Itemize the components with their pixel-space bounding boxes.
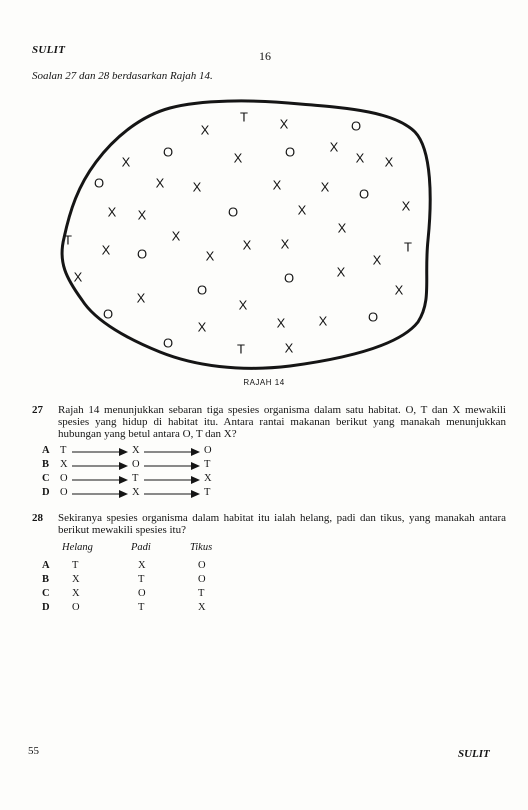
option-label: C [42,473,50,484]
option-label: B [42,459,50,470]
option-label: D [42,602,50,613]
organism-x: X [192,179,202,195]
organism-x: X [276,315,286,331]
organism-o: O [196,282,208,298]
organism-o: O [350,118,362,134]
header-sulit: SULIT [32,44,66,56]
q28-number: 28 [32,512,43,524]
footer-page-number: 55 [28,745,39,757]
organism-t: T [237,341,245,357]
organism-x: X [280,236,290,252]
chain-item: X [204,473,212,484]
organism-o: O [93,175,105,191]
cell-tikus: T [198,588,205,599]
cell-padi: T [138,574,145,585]
cell-helang: X [72,588,80,599]
arrow-icon [144,448,200,456]
cell-helang: O [72,602,80,613]
organism-x: X [297,202,307,218]
arrow-icon [72,448,128,456]
option-label: A [42,445,50,456]
q28-text: Sekiranya spesies organisma dalam habitat itu ialah helang, padi dan tikus, yang manakah antara berikut mewakili spesies itu? [58,512,506,536]
q27-number: 27 [32,404,43,416]
q28-option-b[interactable] [42,574,222,588]
chain-item: T [204,487,211,498]
organism-x: X [355,150,365,166]
q28-option-c[interactable] [42,588,222,602]
organism-x: X [318,313,328,329]
organism-x: X [101,242,111,258]
organism-x: X [401,198,411,214]
arrow-icon [72,462,128,470]
organism-x: X [272,177,282,193]
organism-x: X [233,150,243,166]
cell-tikus: X [198,602,206,613]
chain-item: X [60,459,68,470]
chain-item: T [132,473,139,484]
organism-x: X [238,297,248,313]
option-label: D [42,487,50,498]
organism-x: X [279,116,289,132]
organism-t: T [240,109,248,125]
option-label: A [42,560,50,571]
chain-item: T [204,459,211,470]
habitat-boundary [62,101,430,368]
chain-item: O [60,473,68,484]
organism-x: X [284,340,294,356]
organism-x: X [137,207,147,223]
footer-sulit: SULIT [458,748,490,760]
organism-x: X [394,282,404,298]
q28-col-helang: Helang [62,542,93,553]
page-number: 16 [259,49,271,63]
organism-x: X [107,204,117,220]
organism-x: X [200,122,210,138]
q28-col-tikus: Tikus [190,542,213,553]
section-intro: Soalan 27 dan 28 berdasarkan Rajah 14. [32,70,213,82]
q27-option-b[interactable] [42,459,242,473]
organism-o: O [283,270,295,286]
organism-x: X [197,319,207,335]
cell-padi: T [138,602,145,613]
option-label: C [42,588,50,599]
arrow-icon [144,476,200,484]
q27-text: Rajah 14 menunjukkan sebaran tiga spesies organisma dalam satu habitat. O, T dan X mewakili spesies yang hidup di habitat itu. Antara rantai makanan berikut yang manakah menunjukkan hubungan yang betul antara O, T dan X? [58,404,506,440]
arrow-icon [72,476,128,484]
q27-option-a[interactable] [42,445,242,459]
q27-option-d[interactable] [42,487,242,501]
option-label: B [42,574,50,585]
habitat-diagram [50,96,450,376]
chain-item: O [60,487,68,498]
organism-o: O [136,246,148,262]
q28-option-a[interactable] [42,560,222,574]
organism-x: X [171,228,181,244]
cell-tikus: O [198,574,206,585]
organism-o: O [162,144,174,160]
cell-padi: X [138,560,146,571]
organism-x: X [242,237,252,253]
organism-o: O [162,335,174,351]
chain-item: X [132,445,140,456]
q28-col-padi: Padi [131,542,151,553]
organism-x: X [329,139,339,155]
organism-x: X [136,290,146,306]
arrow-icon [72,490,128,498]
organism-x: X [73,269,83,285]
cell-helang: T [72,560,79,571]
organism-o: O [102,306,114,322]
chain-item: O [132,459,140,470]
organism-symbols [64,110,412,357]
organism-o: O [367,309,379,325]
q28-option-d[interactable] [42,602,222,616]
diagram-caption: RAJAH 14 [243,378,285,387]
cell-padi: O [138,588,146,599]
organism-x: X [320,179,330,195]
q27-option-c[interactable] [42,473,242,487]
organism-x: X [205,248,215,264]
organism-o: O [227,204,239,220]
organism-o: O [284,144,296,160]
cell-helang: X [72,574,80,585]
organism-o: O [358,186,370,202]
chain-item: O [204,445,212,456]
organism-t: T [64,232,72,248]
arrow-icon [144,462,200,470]
organism-t: T [404,239,412,255]
cell-tikus: O [198,560,206,571]
organism-x: X [155,175,165,191]
organism-x: X [121,154,131,170]
organism-x: X [372,252,382,268]
chain-item: X [132,487,140,498]
chain-item: T [60,445,67,456]
arrow-icon [144,490,200,498]
organism-x: X [336,264,346,280]
organism-x: X [337,220,347,236]
organism-x: X [384,154,394,170]
